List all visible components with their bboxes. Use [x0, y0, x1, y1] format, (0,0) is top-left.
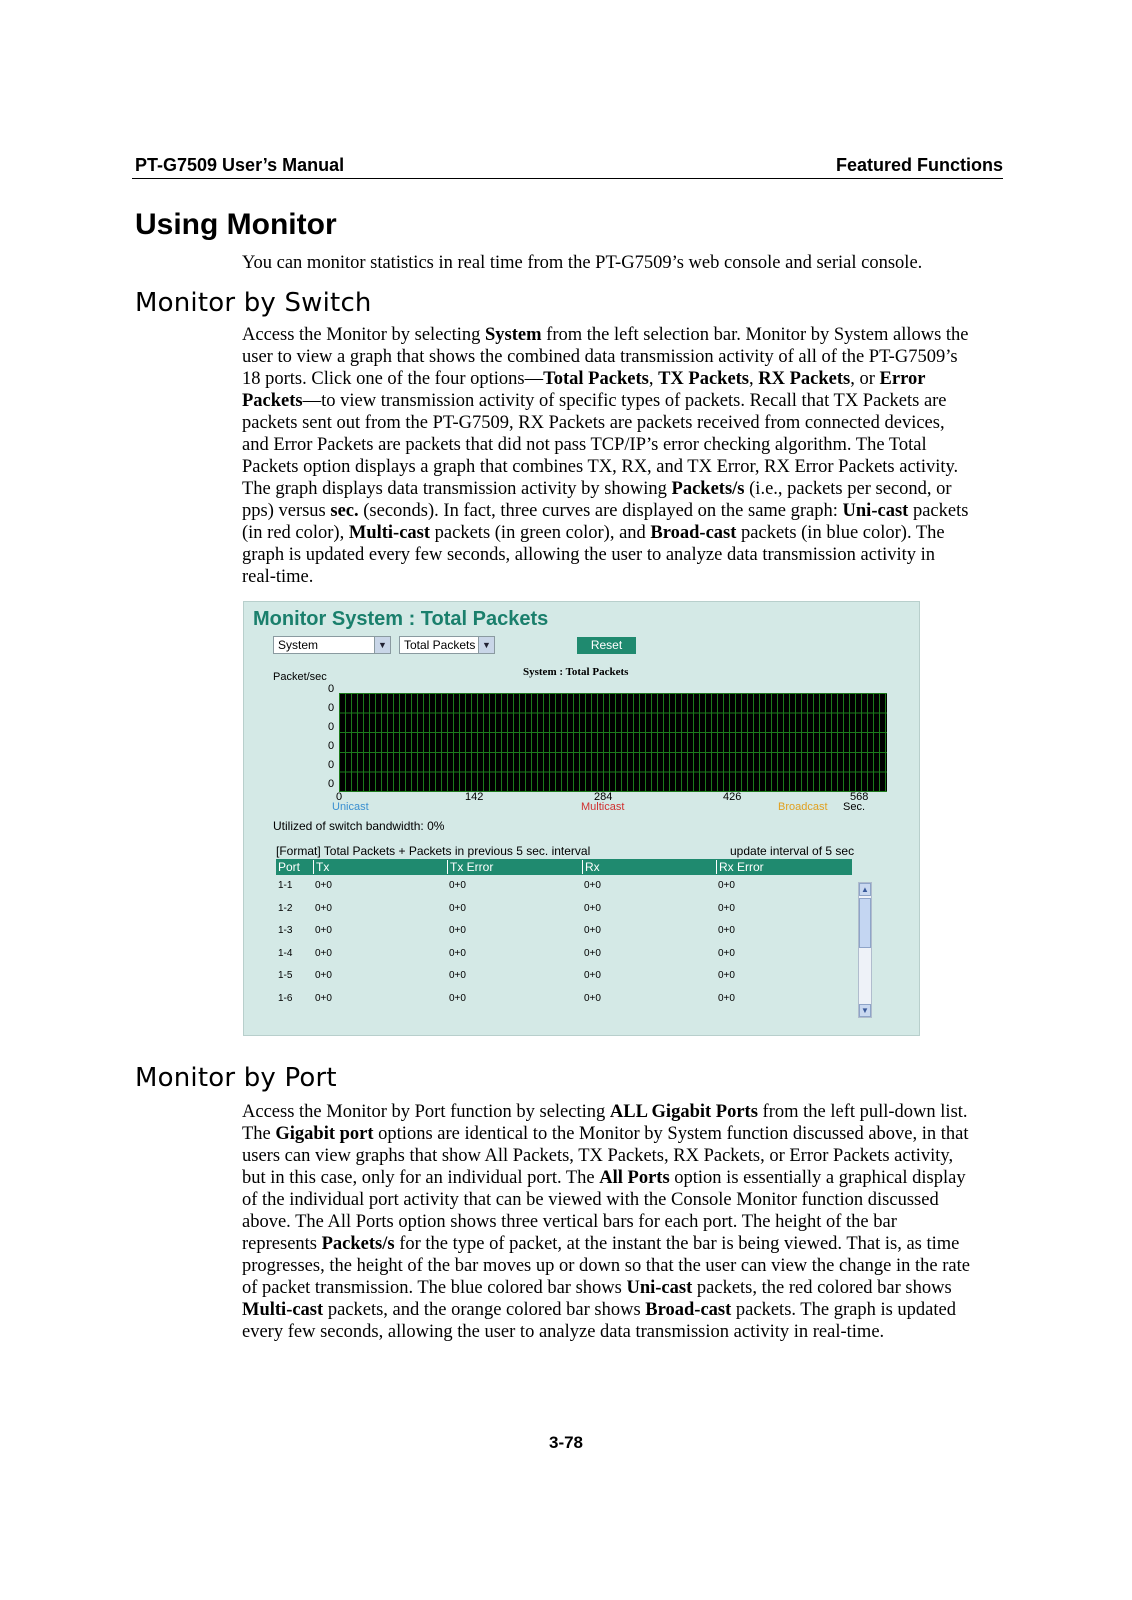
- table-cell: 0+0: [584, 880, 601, 891]
- text-run: The graph displays data transmission activity by showing: [242, 479, 672, 499]
- bold-term: System: [485, 325, 542, 345]
- text-run: Access the Monitor by selecting: [242, 325, 486, 345]
- table-cell: 0+0: [449, 925, 466, 937]
- scrollbar-thumb[interactable]: [859, 898, 871, 948]
- table-cell: 0+0: [718, 947, 735, 959]
- text-run: —to view transmission activity of specific types of packets. Recall that TX Packets are: [302, 391, 947, 411]
- packet-type-select[interactable]: [399, 636, 495, 654]
- legend-broadcast: Broadcast: [778, 801, 828, 813]
- bold-term: Packets: [242, 391, 303, 411]
- bold-term: Gigabit port: [275, 1124, 374, 1144]
- table-cell: 0+0: [718, 970, 735, 982]
- legend-multicast: Multicast: [581, 801, 625, 813]
- paragraph-line: [242, 1189, 1006, 1211]
- table-cell: 0+0: [449, 970, 466, 982]
- table-cell: 1-1: [278, 880, 293, 891]
- paragraph-line: [242, 500, 1006, 522]
- paragraph-line: [242, 1233, 1006, 1255]
- bandwidth-utilization: Utilized of switch bandwidth: 0%: [273, 819, 445, 833]
- scroll-down-icon[interactable]: ▼: [859, 1004, 871, 1017]
- paragraph-line: [242, 1255, 1006, 1277]
- text-run: (in red color),: [242, 523, 349, 543]
- text-run: real-time.: [242, 567, 314, 587]
- y-tick: 0: [328, 702, 335, 714]
- text-run: from the left pull-down list.: [757, 1102, 968, 1122]
- bold-term: TX Packets: [658, 369, 750, 389]
- scope-select[interactable]: [273, 636, 391, 654]
- paragraph-line: [242, 1277, 1006, 1299]
- bold-term: Error: [879, 369, 926, 389]
- monitor-system-screenshot: [243, 601, 920, 1036]
- text-run: from the left selection bar. Monitor by System allows the: [541, 325, 969, 345]
- table-cell: 0+0: [584, 993, 601, 1004]
- text-run: packets. The graph is updated: [731, 1300, 956, 1320]
- scope-select-value: System: [278, 638, 319, 652]
- text-run: packets, and the orange colored bar shows: [323, 1300, 646, 1320]
- running-header-title: PT-G7509 User’s Manual: [135, 155, 345, 175]
- text-run: , or: [850, 369, 880, 389]
- column-header-rx-error: Rx Error: [716, 860, 764, 874]
- paragraph-line: [242, 346, 1006, 368]
- chart-title: System : Total Packets: [523, 666, 629, 678]
- paragraph-line: [242, 1167, 1006, 1189]
- table-cell: 0+0: [718, 902, 735, 914]
- text-run: of the individual port activity that can be viewed with the Console Monitor function discussed: [242, 1190, 939, 1210]
- monitor-by-port-paragraph: [242, 1101, 1006, 1343]
- table-cell: 0+0: [718, 925, 735, 937]
- bold-term: Uni-cast: [626, 1278, 693, 1298]
- bold-term: Broad-cast: [645, 1300, 732, 1320]
- table-cell: 0+0: [315, 993, 332, 1004]
- text-run: (seconds). In fact, three curves are displayed on the same graph:: [358, 501, 843, 521]
- table-cell: 0+0: [449, 902, 466, 914]
- table-row: [276, 948, 852, 962]
- table-row: [276, 925, 852, 939]
- reset-button[interactable]: Reset: [577, 637, 636, 654]
- port-table-header: [276, 859, 852, 875]
- paragraph-line: [242, 1123, 1006, 1145]
- text-run: above. The All Ports option shows three vertical bars for each port. The height of the bar: [242, 1212, 897, 1232]
- x-tick: 568: [850, 791, 869, 803]
- x-tick: 426: [723, 791, 742, 803]
- text-run: ,: [749, 369, 759, 389]
- x-tick: 142: [465, 791, 484, 803]
- bold-term: Packets/s: [671, 479, 745, 499]
- table-cell: 1-2: [278, 902, 293, 914]
- paragraph-line: [242, 434, 1006, 456]
- chevron-down-icon[interactable]: ▼: [478, 637, 494, 653]
- paragraph-line: [242, 456, 1006, 478]
- paragraph-line: [242, 1321, 1006, 1343]
- paragraph-line: [242, 1145, 1006, 1167]
- text-run: 18 ports. Click one of the four options—: [242, 369, 544, 389]
- column-header-tx: Tx: [313, 860, 329, 874]
- y-tick: 0: [328, 778, 335, 790]
- text-run: packets (in blue color). The: [736, 523, 945, 543]
- table-cell: 0+0: [315, 880, 332, 891]
- paragraph-line: [242, 544, 1006, 566]
- intro-paragraph: [242, 252, 1006, 274]
- paragraph-line: [242, 412, 1006, 434]
- x-axis-unit: Sec.: [843, 801, 866, 813]
- format-description: [Format] Total Packets + Packets in previous 5 sec. interval: [276, 844, 591, 858]
- scroll-up-icon[interactable]: ▲: [859, 883, 871, 896]
- table-cell: 1-5: [278, 970, 293, 982]
- table-cell: 0+0: [718, 993, 735, 1004]
- text-run: but in this case, only for an individual port. The: [242, 1168, 600, 1188]
- y-tick: 0: [328, 721, 335, 733]
- bold-term: RX Packets: [758, 369, 851, 389]
- table-cell: 0+0: [449, 880, 466, 891]
- text-run: Access the Monitor by Port function by selecting: [242, 1102, 610, 1122]
- paragraph-line: [242, 1211, 1006, 1233]
- monitor-by-port-heading: Monitor by Port: [135, 1063, 337, 1093]
- text-run: packets (in green color), and: [430, 523, 651, 543]
- bold-term: Broad-cast: [650, 523, 737, 543]
- text-run: progresses, the height of the bar moves up or down so that the user can view the change in the rate: [242, 1256, 970, 1276]
- update-interval: update interval of 5 sec: [730, 844, 855, 858]
- bold-term: All Ports: [599, 1168, 670, 1188]
- screenshot-title: Monitor System : Total Packets: [253, 608, 549, 630]
- table-row: [276, 903, 852, 917]
- y-tick: 0: [328, 683, 335, 695]
- table-row: [276, 880, 852, 894]
- paragraph-line: [242, 390, 1006, 412]
- table-cell: 0+0: [584, 947, 601, 959]
- intro-text: You can monitor statistics in real time from the PT-G7509’s web console and serial console.: [242, 253, 923, 273]
- paragraph-line: [242, 368, 1006, 390]
- text-run: options are identical to the Monitor by System function discussed above, in that: [373, 1124, 969, 1144]
- x-tick: 284: [594, 791, 613, 803]
- table-cell: 1-4: [278, 947, 293, 959]
- bold-term: sec.: [330, 501, 359, 521]
- legend-unicast: Unicast: [332, 801, 369, 813]
- chevron-down-icon[interactable]: ▼: [374, 637, 390, 653]
- table-cell: 0+0: [718, 880, 735, 891]
- bold-term: ALL Gigabit Ports: [609, 1102, 758, 1122]
- running-header-section: Featured Functions: [835, 155, 1003, 175]
- section-title: Using Monitor: [135, 208, 337, 241]
- table-cell: 0+0: [449, 947, 466, 959]
- table-cell: 0+0: [315, 902, 332, 914]
- paragraph-line: [242, 478, 1006, 500]
- table-cell: 0+0: [449, 993, 466, 1004]
- text-run: Packets option displays a graph that combines TX, RX, and TX Error, RX Error Packets activity.: [242, 457, 959, 477]
- bold-term: Uni-cast: [842, 501, 909, 521]
- header-rule: [132, 178, 1003, 179]
- bold-term: Total Packets: [543, 369, 649, 389]
- table-cell: 0+0: [584, 902, 601, 914]
- paragraph-line: [242, 566, 1006, 588]
- table-cell: 0+0: [584, 970, 601, 982]
- traffic-plot-area: [339, 693, 887, 792]
- text-run: pps) versus: [242, 501, 331, 521]
- table-cell: 0+0: [315, 970, 332, 982]
- paragraph-line: [242, 1101, 1006, 1123]
- paragraph-line: [242, 1299, 1006, 1321]
- bold-term: Multi-cast: [242, 1300, 324, 1320]
- text-run: of packet transmission. The blue colored bar shows: [242, 1278, 627, 1298]
- y-axis-label: Packet/sec: [273, 671, 327, 683]
- text-run: for the type of packet, at the instant the bar is being viewed. That is, as time: [394, 1234, 960, 1254]
- paragraph-line: [242, 522, 1006, 544]
- text-run: users can view graphs that show All Packets, TX Packets, RX Packets, or Error Packets activity,: [242, 1146, 954, 1166]
- table-cell: 0+0: [315, 925, 332, 937]
- table-scrollbar[interactable]: [858, 882, 872, 1018]
- bold-term: Packets/s: [321, 1234, 395, 1254]
- packet-type-select-value: Total Packets: [404, 638, 476, 652]
- table-cell: 1-3: [278, 925, 293, 937]
- text-run: (i.e., packets per second, or: [744, 479, 952, 499]
- monitor-by-switch-heading: Monitor by Switch: [135, 288, 372, 318]
- table-row: [276, 993, 852, 1007]
- y-tick: 0: [328, 740, 335, 752]
- monitor-by-switch-paragraph: [242, 324, 1006, 588]
- text-run: ,: [648, 369, 659, 389]
- column-header-rx: Rx: [582, 860, 600, 874]
- y-tick: 0: [328, 759, 335, 771]
- text-run: packets, the red colored bar shows: [692, 1278, 952, 1298]
- text-run: option is essentially a graphical display: [669, 1168, 966, 1188]
- text-run: represents: [242, 1234, 322, 1254]
- x-tick: 0: [336, 791, 343, 803]
- bold-term: Multi-cast: [348, 523, 431, 543]
- table-row: [276, 970, 852, 984]
- table-cell: 0+0: [315, 947, 332, 959]
- paragraph-line: [242, 324, 1006, 346]
- text-run: graph is updated every few seconds, allowing the user to analyze data transmission activity in: [242, 545, 936, 565]
- text-run: packets: [908, 501, 969, 521]
- table-cell: 1-6: [278, 993, 293, 1004]
- column-header-port: Port: [278, 860, 301, 874]
- text-run: user to view a graph that shows the combined data transmission activity of all of the PT-G7509’s: [242, 347, 958, 367]
- column-header-tx-error: Tx Error: [447, 860, 493, 874]
- text-run: packets sent out from the PT-G7509, RX Packets are packets received from connected devices,: [242, 413, 945, 433]
- text-run: every few seconds, allowing the user to analyze data transmission activity in real-time.: [242, 1322, 885, 1342]
- text-run: The: [242, 1124, 276, 1144]
- text-run: and Error Packets are packets that did not pass TCP/IP’s error checking algorithm. The Total: [242, 435, 927, 455]
- table-cell: 0+0: [584, 925, 601, 937]
- page-number: 3-78: [548, 1433, 584, 1452]
